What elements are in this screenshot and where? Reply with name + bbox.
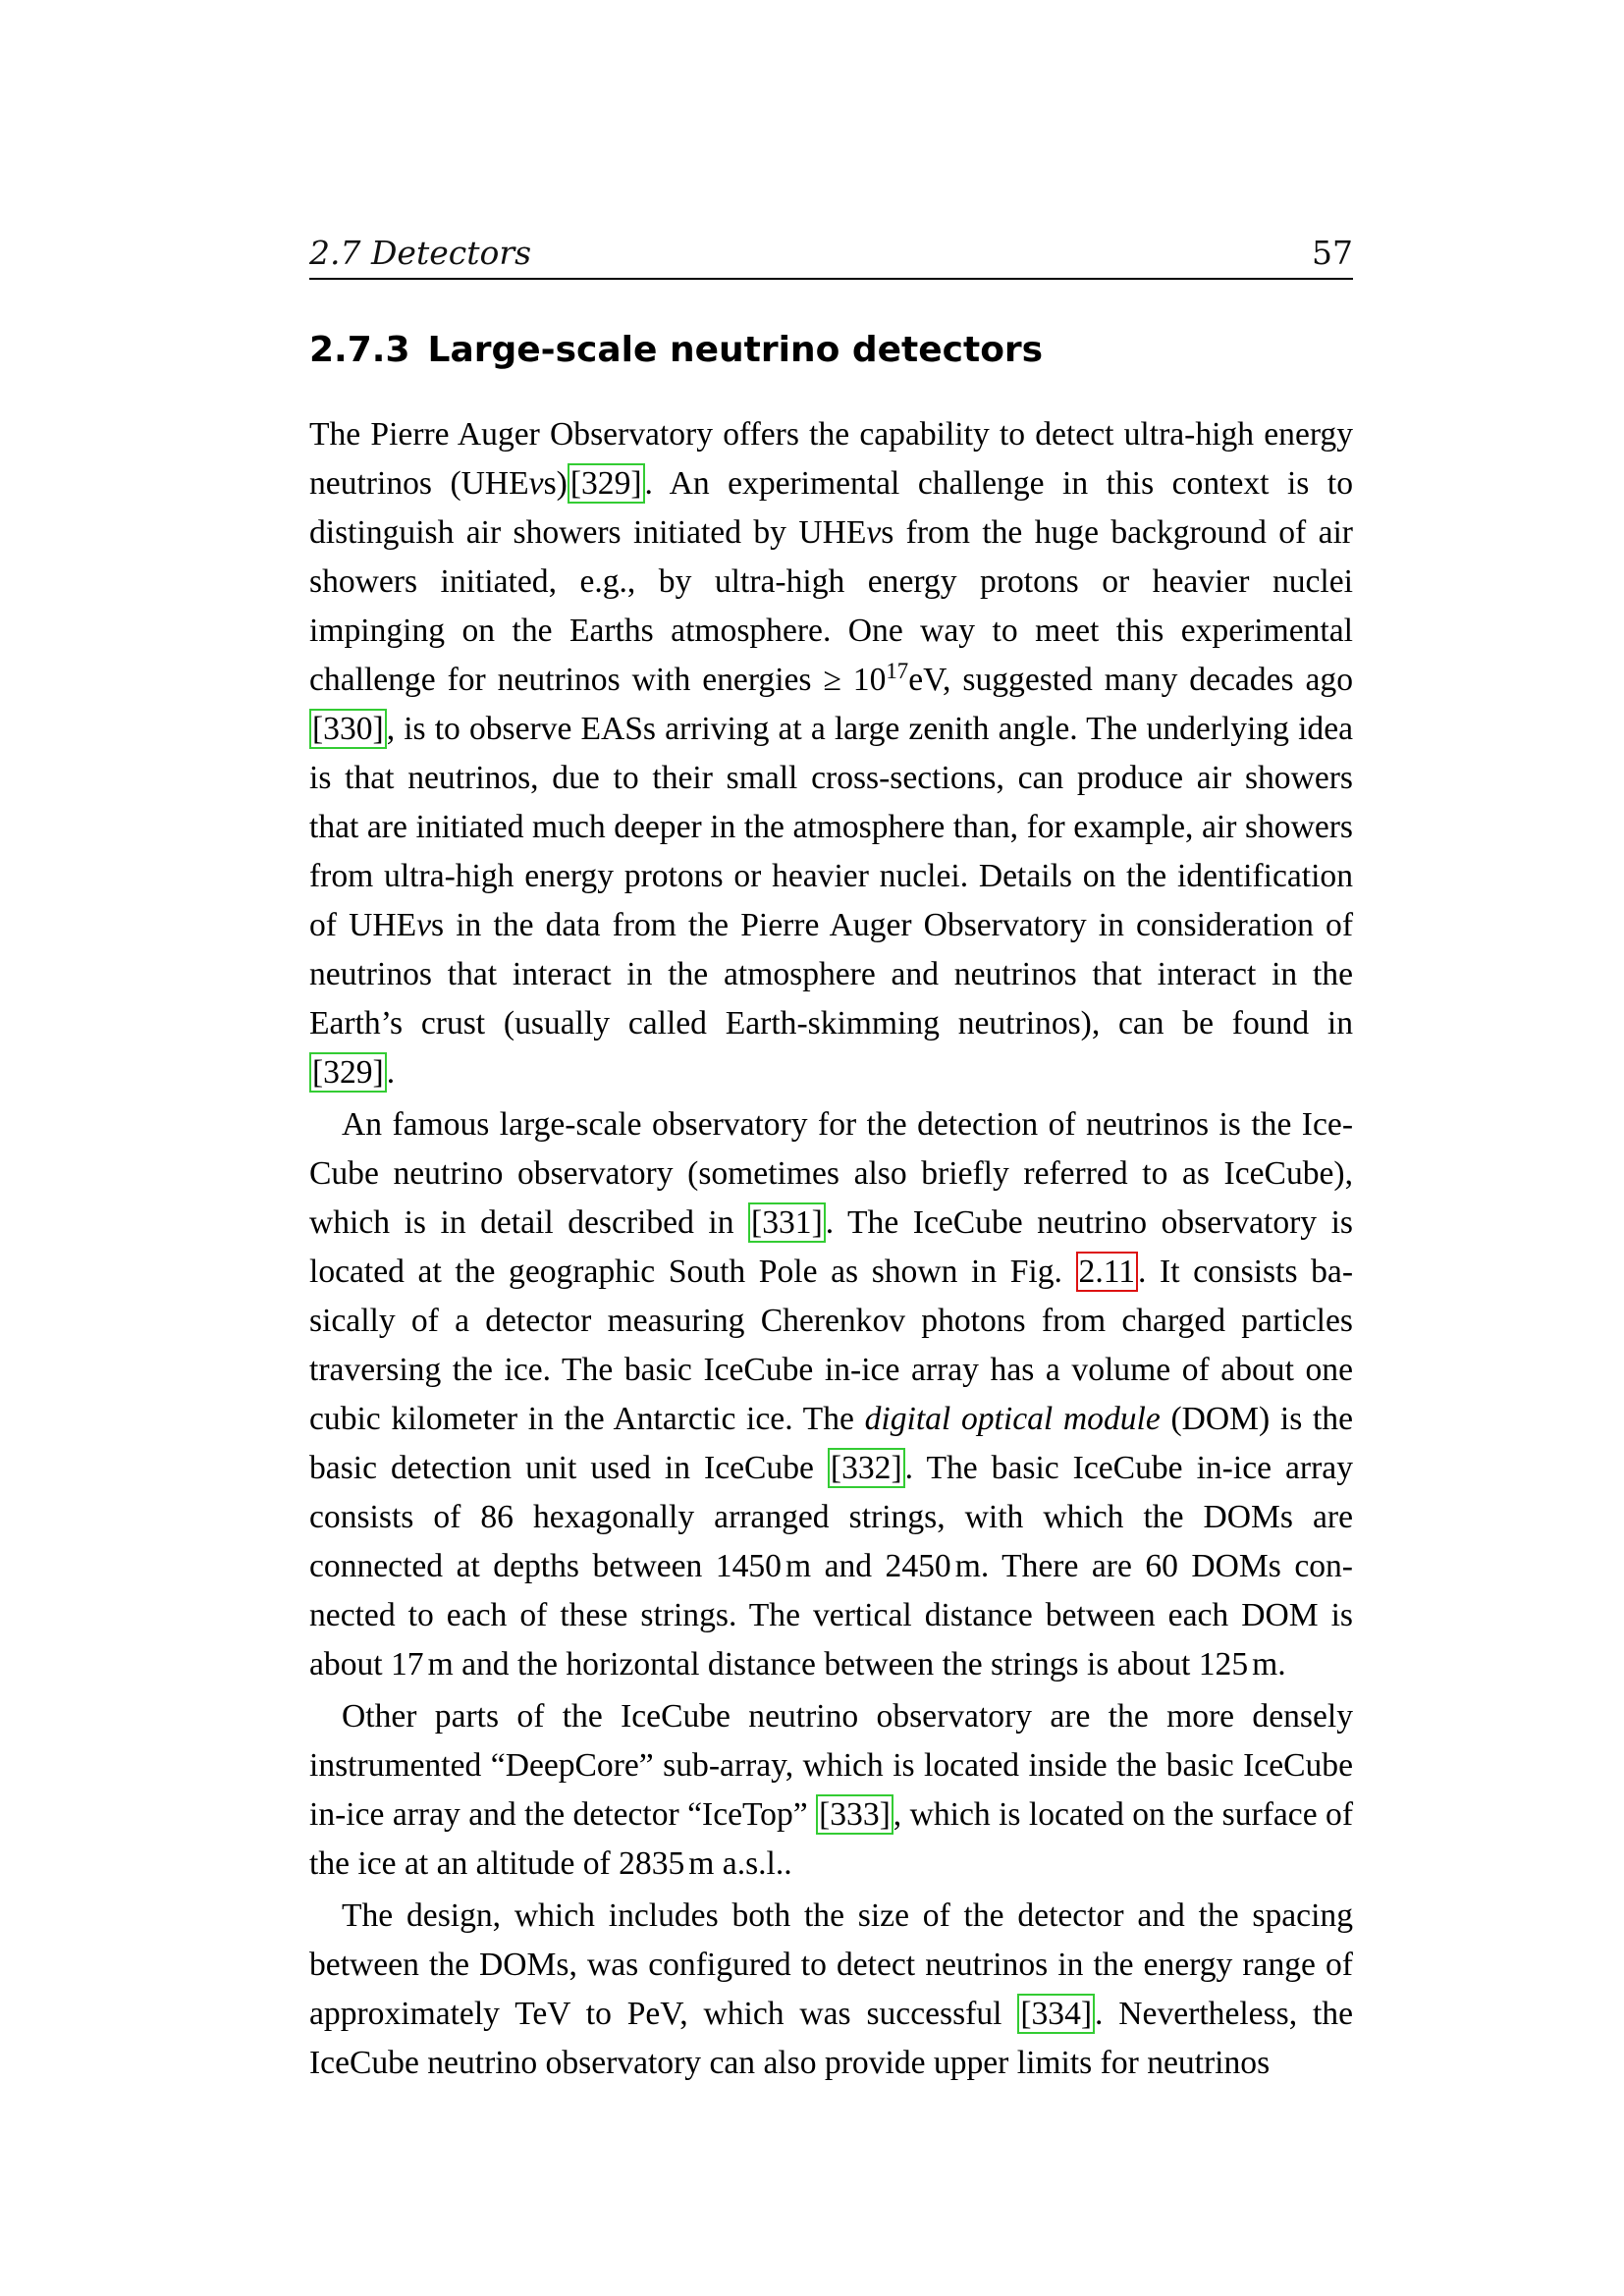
text-run: . The IceCube neutrino observatory is located at the geographic South Pole as shown in Fig. (309, 1204, 1353, 1290)
running-title: 2.7 Detectors (309, 234, 532, 272)
text-run: and the horizontal distance between the strings is about 125 (453, 1646, 1249, 1682)
text-run: , which is located on the surface of the ice at an altitude of 2835 (309, 1796, 1354, 1882)
paragraph-2 (309, 1100, 1353, 1689)
nu-symbol: ν (528, 465, 544, 502)
text-run: . (386, 1054, 396, 1091)
section-number: 2.7.3 (309, 330, 410, 370)
citation-link-331[interactable]: [331] (748, 1202, 826, 1243)
text-run: and 2450 (811, 1548, 951, 1584)
body-text (309, 410, 1353, 2091)
page-number: 57 (1312, 234, 1353, 272)
citation-link-332[interactable]: [332] (828, 1448, 905, 1488)
text-run: . (1277, 1646, 1286, 1682)
text-run: s) (543, 465, 568, 502)
figure-link-2-11[interactable]: 2.11 (1076, 1252, 1139, 1292)
citation-link-334[interactable]: [334] (1017, 1994, 1095, 2034)
section-heading (309, 330, 1353, 370)
unit: m (785, 1548, 812, 1584)
unit: m (1252, 1646, 1278, 1682)
paragraph-4 (309, 1892, 1353, 2088)
text-run: . There are 60 DOMs connected to each of these strings. The vertical distance between each DOM is about 17 (309, 1548, 1353, 1682)
text-run: An famous large-scale observatory for the detection of neutrinos is the IceCube neutrino observatory (sometimes also briefly referred to as IceCube), which is in detail described in (309, 1106, 1353, 1241)
text-run: , is to observe EASs arriving at a large zenith angle. The underlying idea is that neutrinos, due to their small cross-sections, can produce air showers that are initiated much deeper in the atmosphere than, for example, air showers from ultra-high energy protons or heavier nuclei. Details on the identification of UHE (309, 711, 1353, 943)
paragraph-3 (309, 1692, 1353, 1889)
text-run: The design, which includes both the size of the detector and the spacing between the DOMs, was configured to detect neutrinos in the energy range of approximately TeV to PeV, which was successful (309, 1897, 1353, 2032)
text-run: eV, suggested many decades ago (908, 662, 1353, 698)
running-header (309, 231, 1353, 280)
text-run: . It consists basically of a detector measuring Cherenkov photons from charged particles traversing the ice. The basic IceCube in-ice array has a volume of about one cubic kilometer in the Antarctic ice. The (309, 1254, 1354, 1437)
citation-link-330[interactable]: [330] (309, 709, 387, 749)
text-run: s from the huge background of air showers initiated, e.g., by ultra-high energy protons or heavier nuclei impinging on the Earths atmosphere. One way to meet this experimental challenge for neutrinos with energies ≥ 10 (309, 514, 1353, 698)
text-run: The Pierre Auger Observatory offers the capability to detect ultra-high energy neutrinos (UHE (309, 416, 1353, 502)
unit: m (427, 1646, 454, 1682)
citation-link-333[interactable]: [333] (816, 1794, 893, 1835)
emphasis-text: digital optical module (864, 1401, 1161, 1437)
text-run: . The basic IceCube in-ice array consists of 86 hexagonally arranged strings, with which the DOMs are connected at depths between 1450 (309, 1450, 1353, 1584)
exponent: 17 (886, 658, 909, 683)
citation-link-329[interactable]: [329] (568, 463, 645, 504)
text-run: Other parts of the IceCube neutrino observatory are the more densely instrumented “DeepCore” sub-array, which is located inside the basic IceCube in-ice array and the detector “IceTop” (309, 1698, 1353, 1833)
nu-symbol: ν (866, 514, 882, 551)
paragraph-1 (309, 410, 1353, 1097)
nu-symbol: ν (416, 907, 432, 943)
section-title: Large-scale neutrino detectors (427, 330, 1044, 370)
unit: m a.s.l. (688, 1845, 785, 1882)
unit: m (954, 1548, 981, 1584)
citation-link-329-b[interactable]: [329] (309, 1052, 387, 1093)
text-run: . (784, 1845, 792, 1882)
text-run: . Nevertheless, the IceCube neutrino observatory can also provide upper limits for neutrinos (309, 1996, 1353, 2081)
text-run: s in the data from the Pierre Auger Observatory in consideration of neutrinos that interact in the atmosphere and neutrinos that interact in the Earth’s crust (usually called Earth-skimming neutrinos), can be found in (309, 907, 1354, 1041)
text-run: . An experimental challenge in this context is to distinguish air showers initiated by UHE (309, 465, 1353, 551)
text-run: (DOM) is the basic detection unit used in IceCube (309, 1401, 1353, 1486)
